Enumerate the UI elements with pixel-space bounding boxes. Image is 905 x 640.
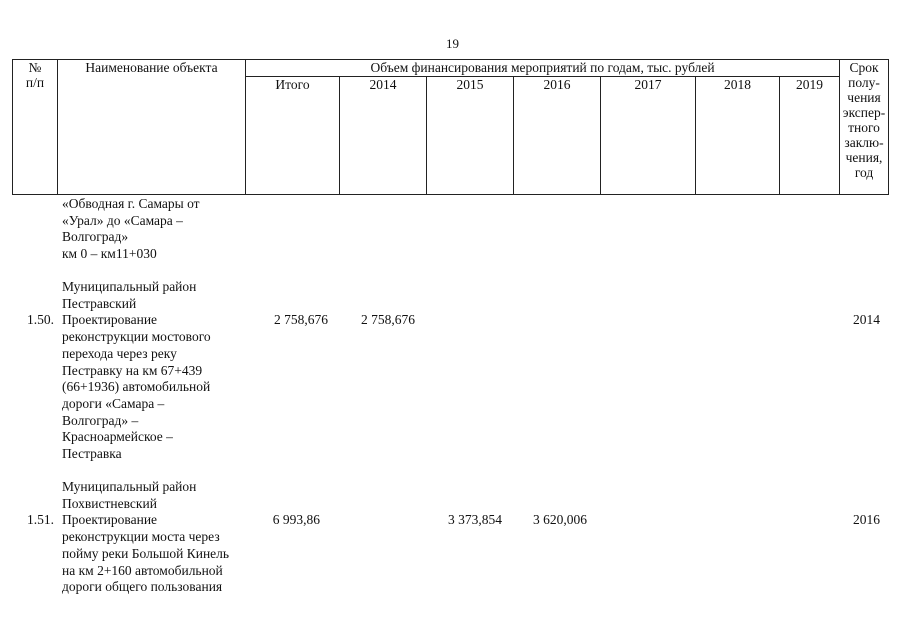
value-2014-1-50: 2 758,676	[361, 312, 415, 327]
header-total: Итого	[246, 77, 340, 195]
text-line: реконструкции мостового	[62, 329, 211, 345]
text-line: (66+1936) автомобильной	[62, 379, 211, 395]
district-line: Муниципальный район	[62, 279, 197, 294]
text-line: Красноармейское –	[62, 429, 173, 445]
header-year-2016: 2016	[514, 77, 601, 195]
text-line: Волгоград» –	[62, 412, 139, 428]
object-name-1-50	[62, 279, 252, 463]
header-term-line: заклю-	[844, 135, 884, 150]
total-1-51: 6 993,86	[272, 512, 320, 527]
row-number-1-50: 1.50.	[27, 312, 54, 327]
text-line: дороги общего пользования	[62, 579, 223, 595]
district-line: Пестравский	[62, 295, 137, 311]
header-number-line: п/п	[25, 75, 45, 90]
value-2016-1-51: 3 620,006	[533, 512, 587, 527]
header-funding-volume: Объем финансирования мероприятий по годам, тыс. рублей	[246, 60, 840, 77]
header-term-line: экспер-	[842, 105, 886, 120]
row-number-1-51: 1.51.	[27, 512, 54, 527]
header-year-2017: 2017	[601, 77, 696, 195]
header-number-cell	[13, 60, 58, 195]
header-object-name: Наименование объекта	[58, 60, 246, 195]
text-line: «Обводная г. Самары от	[62, 196, 200, 211]
page-number: 19	[446, 36, 459, 51]
header-year-2015: 2015	[427, 77, 514, 195]
continued-object-name	[62, 196, 252, 263]
text-line: Пестравка	[62, 446, 122, 462]
district-line: Муниципальный район	[62, 479, 197, 494]
header-number-line: №	[28, 60, 42, 75]
text-line: Проектирование	[62, 312, 158, 328]
text-line: перехода через реку	[62, 345, 177, 361]
header-year-2019: 2019	[780, 77, 840, 195]
financing-table-header	[12, 59, 889, 195]
text-line: км 0 – км11+030	[62, 246, 157, 262]
object-name-1-51	[62, 479, 252, 596]
header-term-line: полу-	[848, 75, 880, 90]
header-year-2014: 2014	[340, 77, 427, 195]
header-term-line: чения,	[845, 150, 883, 165]
value-2015-1-51: 3 373,854	[448, 512, 502, 527]
text-line: Проектирование	[62, 512, 158, 528]
header-term-cell	[840, 60, 889, 195]
term-1-50: 2014	[853, 312, 880, 327]
text-line: реконструкции моста через	[62, 529, 220, 545]
text-line: «Урал» до «Самара –	[62, 212, 183, 228]
total-1-50: 2 758,676	[274, 312, 328, 327]
text-line: Волгоград»	[62, 229, 129, 245]
text-line: Пестравку на км 67+439	[62, 362, 203, 378]
text-line: на км 2+160 автомобильной	[62, 562, 223, 578]
text-line: дороги «Самара –	[62, 395, 165, 411]
header-term-line: Срок	[849, 60, 879, 75]
text-line: пойму реки Большой Кинель	[62, 545, 230, 561]
header-term-line: чения	[847, 90, 881, 105]
term-1-51: 2016	[853, 512, 880, 527]
header-term-line: год	[854, 165, 874, 180]
header-year-2018: 2018	[696, 77, 780, 195]
district-line: Похвистневский	[62, 495, 157, 511]
header-term-line: тного	[848, 120, 880, 135]
